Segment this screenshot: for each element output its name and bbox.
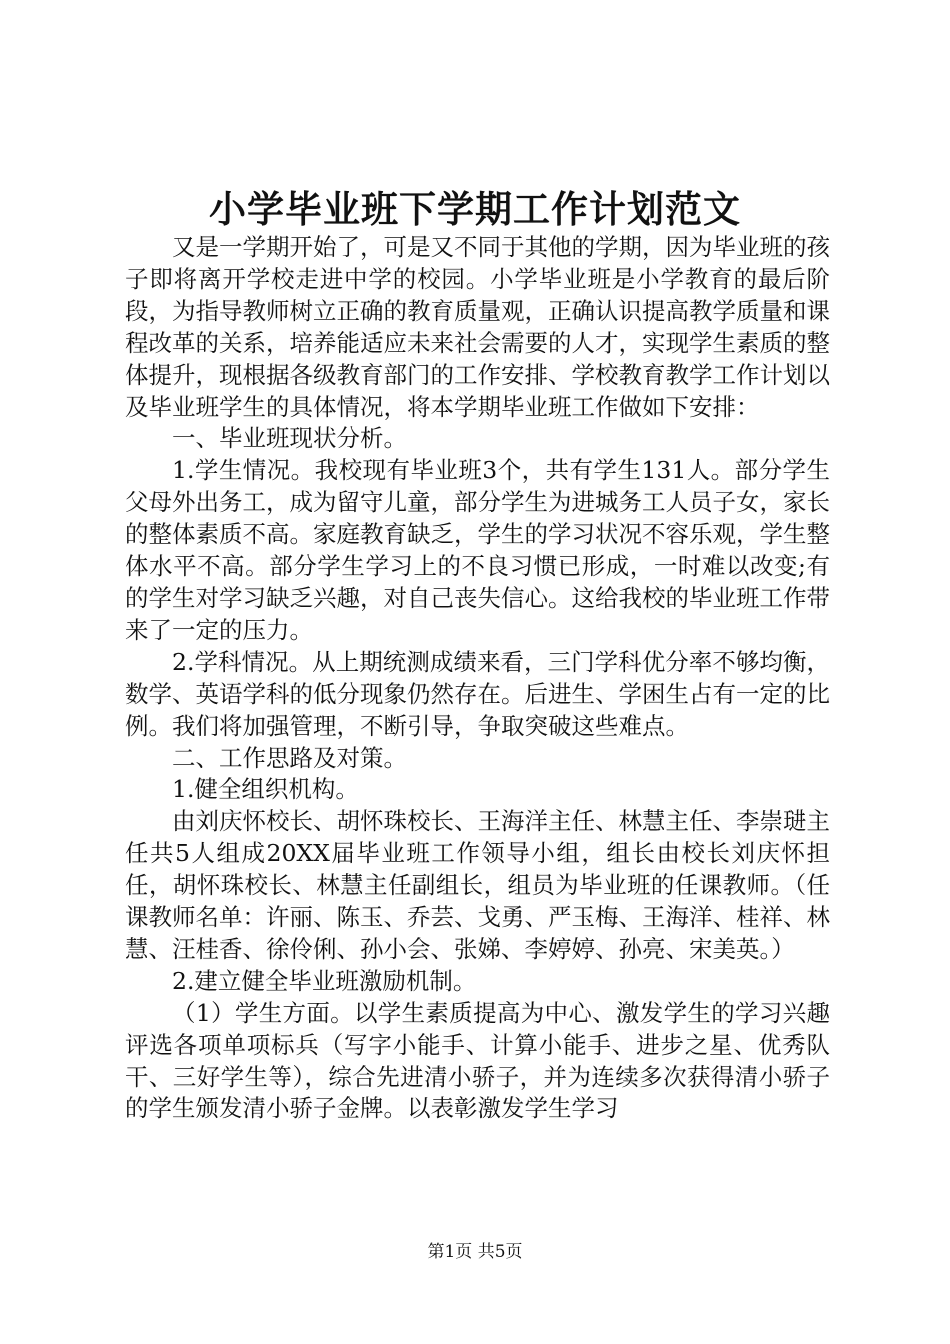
paragraph-student-incentive: （1）学生方面。以学生素质提高为中心、激发学生的学习兴趣评选各项单项标兵（写字小能手、计算小能手、进步之星、优秀队干、三好学生等），综合先进清小骄子，并为连续多次获得清小骄子的学生颁发清小骄子金牌。以表彰激发学生学习 [125,998,830,1123]
paragraph-intro: 又是一学期开始了，可是又不同于其他的学期，因为毕业班的孩子即将离开学校走进中学的校园。小学毕业班是小学教育的最后阶段，为指导教师树立正确的教育质量观，正确认识提高教学质量和课程改革的关系，培养能适应未来社会需要的人才，实现学生素质的整体提升，现根据各级教育部门的工作安排、学校教育教学工作计划以及毕业班学生的具体情况，将本学期毕业班工作做如下安排： [125,233,830,421]
paragraph-student-situation: 1.学生情况。我校现有毕业班3个，共有学生131人。部分学生父母外出务工，成为留守儿童，部分学生为进城务工人员子女，家长的整体素质不高。家庭教育缺乏，学生的学习状况不容乐观，学生整体水平不高。部分学生学习上的不良习惯已形成，一时难以改变;有的学生对学习缺乏兴趣，对自己丧失信心。这给我校的毕业班工作带来了一定的压力。 [125,456,830,644]
section-heading-2: 二、工作思路及对策。 [172,743,407,772]
document-title: 小学毕业班下学期工作计划范文 [209,187,741,231]
paragraph-leadership-group: 由刘庆怀校长、胡怀珠校长、王海洋主任、林慧主任、李崇琎主任共5人组成20XX届毕业班工作领导小组，组长由校长刘庆怀担任，胡怀珠校长、林慧主任副组长，组员为毕业班的任课教师。（任课教师名单：许丽、陈玉、乔芸、戈勇、严玉梅、王海洋、桂祥、林慧、汪桂香、徐伶俐、孙小会、张娣、李婷婷、孙亮、宋美英。） [125,807,830,963]
section-heading-1: 一、毕业班现状分析。 [172,424,407,453]
paragraph-subject-situation: 2.学科情况。从上期统测成绩来看，三门学科优分率不够均衡，数学、英语学科的低分现象仍然存在。后进生、学困生占有一定的比例。我们将加强管理，不断引导，争取突破这些难点。 [125,647,830,740]
subheading-incentive: 2.建立健全毕业班激励机制。 [172,966,477,995]
document-body [125,232,830,1125]
page-number-footer: 第1页 共5页 [427,1242,523,1262]
subheading-organization: 1.健全组织机构。 [172,775,359,804]
